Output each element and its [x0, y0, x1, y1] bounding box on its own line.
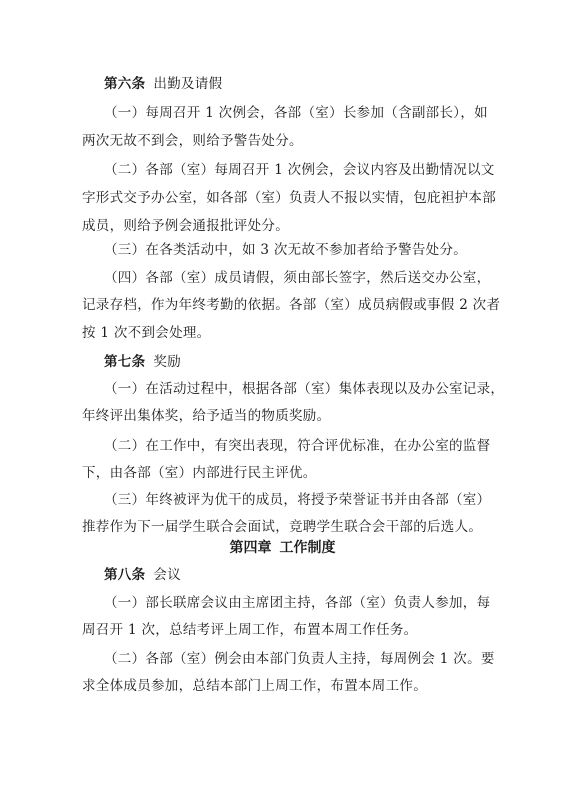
article-6-p2-line3: 成员，则给予例会通报批评处分。	[82, 218, 289, 234]
chapter-4-label: 第四章	[229, 540, 272, 556]
article-7-heading	[104, 353, 514, 371]
article-6-p4-line3: 按 1 次不到会处理。	[82, 325, 211, 341]
article-7-p1-line1: （一）在活动过程中，根据各部（室）集体表现以及办公室记录，	[104, 381, 505, 397]
chapter-4-title: 工作制度	[279, 540, 336, 556]
article-7-title: 奖励	[153, 354, 182, 370]
article-6-p1-line2: 两次无故不到会，则给予警告处分。	[82, 133, 303, 149]
article-6-p1-line1: （一）每周召开 1 次例会，各部（室）长参加（含副部长），如	[104, 105, 488, 121]
article-8-label: 第八条	[104, 567, 146, 583]
article-7-p3-line2: 推荐作为下一届学生联合会面试，竞聘学生联合会干部的后选人。	[82, 519, 483, 535]
article-6-p3-line1: （三）在各类活动中，如 3 次无故不参加者给予警告处分。	[104, 242, 468, 258]
article-7-label: 第七条	[104, 354, 146, 370]
article-8-p2-line2: 求全体成员参加，总结本部门上周工作，布置本周工作。	[82, 678, 427, 694]
article-8-title: 会议	[153, 567, 182, 583]
article-8-heading	[104, 566, 514, 584]
article-6-heading	[104, 75, 514, 93]
article-6-p2-line2: 字形式交予办公室，如各部（室）负责人不报以实情，包庇袒护本部	[82, 190, 496, 206]
article-7-p2-line1: （二）在工作中，有突出表现，符合评优标准，在办公室的监督	[104, 438, 491, 454]
article-6-p4-line1: （四）各部（室）成员请假，须由部长签字，然后送交办公室，	[104, 270, 491, 286]
article-6-label: 第六条	[104, 76, 146, 92]
article-6-p4-line2: 记录存档，作为年终考勤的依据。各部（室）成员病假或事假 2 次者	[82, 297, 501, 313]
article-7-p3-line1: （三）年终被评为优干的成员，将授予荣誉证书并由各部（室）	[104, 492, 491, 508]
article-8-p1-line1: （一）部长联席会议由主席团主持，各部（室）负责人参加，每	[104, 595, 491, 611]
chapter-4-heading	[0, 539, 565, 557]
article-8-p1-line2: 周召开 1 次，总结考评上周工作，布置本周工作任务。	[82, 622, 418, 638]
article-7-p1-line2: 年终评出集体奖，给予适当的物质奖励。	[82, 408, 331, 424]
article-8-p2-line1: （二）各部（室）例会由本部门负责人主持，每周例会 1 次。要	[104, 651, 495, 667]
article-6-p2-line1: （二）各部（室）每周召开 1 次例会，会议内容及出勤情况以文	[104, 162, 495, 178]
article-6-title: 出勤及请假	[153, 76, 223, 92]
article-7-p2-line2: 下，由各部（室）内部进行民主评优。	[82, 465, 317, 481]
